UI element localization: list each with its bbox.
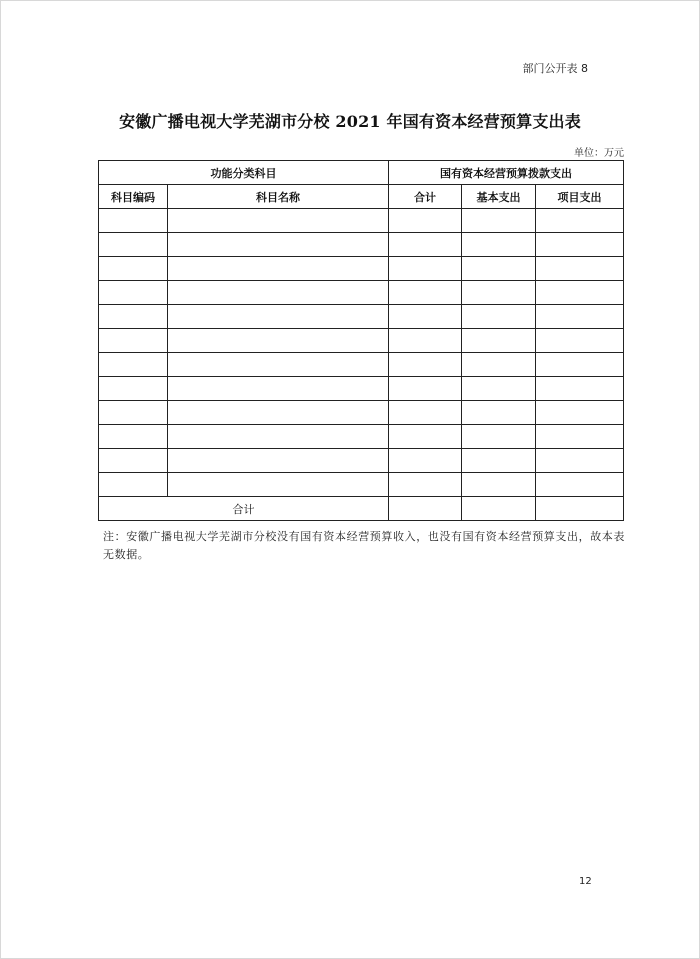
- table-cell: [99, 281, 168, 305]
- table-cell: [536, 329, 624, 353]
- table-row: [99, 449, 624, 473]
- table-cell: [389, 377, 462, 401]
- table-cell: [462, 257, 536, 281]
- table-cell: [462, 329, 536, 353]
- column-header-basic-expenditure: 基本支出: [462, 185, 536, 209]
- table-cell: [99, 425, 168, 449]
- table-cell: [389, 425, 462, 449]
- table-body: [99, 209, 624, 521]
- table-cell: [168, 425, 389, 449]
- table-cell: [536, 473, 624, 497]
- table-cell: [389, 329, 462, 353]
- total-label: 合计: [99, 497, 389, 521]
- column-header-project-expenditure: 项目支出: [536, 185, 624, 209]
- page-number: 12: [579, 876, 592, 887]
- table-cell: [168, 257, 389, 281]
- table-row: [99, 353, 624, 377]
- table-cell: [99, 305, 168, 329]
- total-cell: [536, 497, 624, 521]
- total-row: [99, 497, 624, 521]
- table-row: [99, 425, 624, 449]
- table-cell: [462, 233, 536, 257]
- table-row: [99, 401, 624, 425]
- table-cell: [168, 209, 389, 233]
- table-cell: [536, 449, 624, 473]
- budget-table: [98, 160, 624, 521]
- table-row: [99, 305, 624, 329]
- column-header-total: 合计: [389, 185, 462, 209]
- table-cell: [389, 449, 462, 473]
- table-row: [99, 473, 624, 497]
- table-cell: [462, 425, 536, 449]
- table-cell: [536, 353, 624, 377]
- table-cell: [462, 401, 536, 425]
- table-row: [99, 257, 624, 281]
- group-header-appropriation-expenditure: 国有资本经营预算拨款支出: [389, 161, 624, 185]
- table-cell: [462, 377, 536, 401]
- table-cell: [462, 353, 536, 377]
- table-row: [99, 281, 624, 305]
- table-cell: [99, 209, 168, 233]
- table-cell: [168, 377, 389, 401]
- table-cell: [99, 353, 168, 377]
- table-cell: [462, 305, 536, 329]
- table-cell: [99, 233, 168, 257]
- column-header-row: [99, 185, 624, 209]
- table-cell: [536, 233, 624, 257]
- group-header-row: [99, 161, 624, 185]
- table-row: [99, 209, 624, 233]
- table-cell: [389, 473, 462, 497]
- table-cell: [168, 401, 389, 425]
- column-header-name: 科目名称: [168, 185, 389, 209]
- table-cell: [389, 353, 462, 377]
- table-cell: [99, 257, 168, 281]
- page-title: 安徽广播电视大学芜湖市分校 2021 年国有资本经营预算支出表: [119, 112, 581, 131]
- table-cell: [462, 473, 536, 497]
- column-header-code: 科目编码: [99, 185, 168, 209]
- table-cell: [536, 281, 624, 305]
- footnote: 注：安徽广播电视大学芜湖市分校没有国有资本经营预算收入，也没有国有资本经营预算支出，故本表无数据。: [103, 530, 625, 561]
- table-cell: [99, 401, 168, 425]
- table-cell: [462, 281, 536, 305]
- table-cell: [99, 377, 168, 401]
- table-cell: [168, 353, 389, 377]
- table-row: [99, 329, 624, 353]
- table-cell: [389, 257, 462, 281]
- table-cell: [99, 473, 168, 497]
- table-cell: [462, 209, 536, 233]
- unit-label: 单位：万元: [574, 148, 624, 159]
- table-cell: [99, 329, 168, 353]
- table-cell: [389, 233, 462, 257]
- table-row: [99, 377, 624, 401]
- table-cell: [389, 209, 462, 233]
- table-cell: [389, 281, 462, 305]
- document-code: 部门公开表 8: [522, 62, 588, 75]
- table-cell: [536, 401, 624, 425]
- table-cell: [462, 449, 536, 473]
- total-cell: [389, 497, 462, 521]
- table-row: [99, 233, 624, 257]
- table-cell: [168, 449, 389, 473]
- table-cell: [168, 281, 389, 305]
- total-cell: [462, 497, 536, 521]
- table-cell: [168, 473, 389, 497]
- table-cell: [389, 401, 462, 425]
- table-cell: [168, 233, 389, 257]
- table-cell: [536, 209, 624, 233]
- table-cell: [168, 305, 389, 329]
- table-cell: [389, 305, 462, 329]
- table-cell: [536, 377, 624, 401]
- table-cell: [536, 425, 624, 449]
- table-cell: [168, 329, 389, 353]
- table-cell: [536, 305, 624, 329]
- table-cell: [99, 449, 168, 473]
- table-cell: [536, 257, 624, 281]
- group-header-functional-classification: 功能分类科目: [99, 161, 389, 185]
